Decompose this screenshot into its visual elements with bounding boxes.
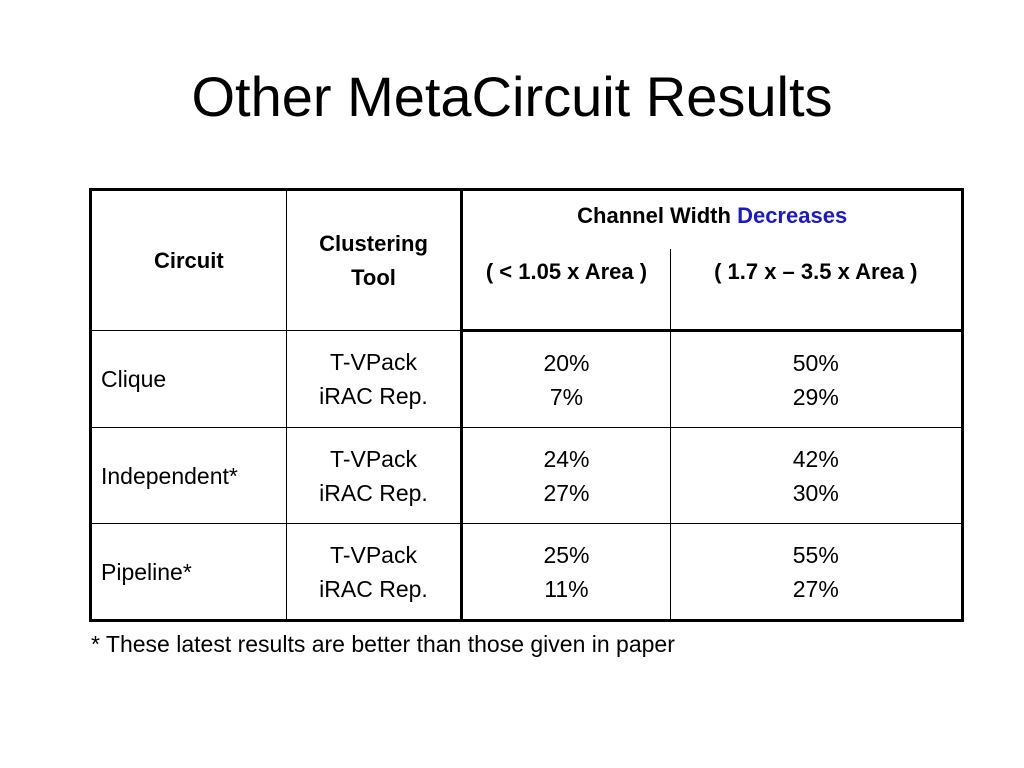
low-area-value: 25%: [543, 541, 590, 568]
low-area-value: 11%: [544, 575, 589, 602]
slide-title: Other MetaCircuit Results: [191, 65, 833, 128]
high-area-values: [670, 524, 962, 621]
table-row: [91, 428, 963, 524]
high-area-value: 27%: [792, 575, 839, 602]
high-area-value: 50%: [792, 349, 839, 376]
header-clustering-tool: [286, 190, 462, 331]
tool-name: iRAC Rep.: [319, 383, 428, 409]
high-area-value: 55%: [792, 541, 839, 568]
low-area-value: 27%: [543, 479, 590, 506]
header-channel-width-emphasis: Decreases: [737, 203, 848, 228]
header-channel-width-label: Channel Width: [577, 203, 731, 228]
table-row: [91, 331, 963, 428]
low-area-value: 24%: [543, 445, 590, 472]
header-circuit: Circuit: [91, 190, 287, 331]
high-area-value: 30%: [792, 479, 839, 506]
header-channel-width: [462, 190, 963, 250]
tool-name: iRAC Rep.: [319, 575, 428, 602]
low-area-values: [462, 331, 670, 428]
low-area-values: [462, 524, 670, 621]
header-low-area-label: ( < 1.05 x Area ): [485, 259, 648, 284]
clustering-tools: [286, 428, 462, 524]
tool-name: T-VPack: [330, 445, 417, 472]
high-area-value: 42%: [792, 445, 839, 472]
tool-name: T-VPack: [330, 349, 417, 375]
table-row: [91, 524, 963, 621]
header-low-area: [462, 249, 670, 331]
low-area-value: 7%: [549, 383, 584, 410]
high-area-values: [670, 331, 962, 428]
low-area-values: [462, 428, 670, 524]
header-row: [91, 190, 963, 250]
results-table: [89, 188, 964, 622]
circuit-name: Pipeline*: [91, 524, 287, 621]
clustering-tools: [286, 331, 462, 428]
low-area-value: 20%: [543, 349, 590, 376]
tool-name: T-VPack: [330, 541, 417, 568]
clustering-tools: [286, 524, 462, 621]
header-high-area: ( 1.7 x – 3.5 x Area ): [670, 249, 962, 331]
high-area-values: [670, 428, 962, 524]
circuit-name: Clique: [91, 331, 287, 428]
circuit-name: Independent*: [91, 428, 287, 524]
header-clustering-tool-label: Clustering Tool: [319, 230, 428, 290]
footnote: * These latest results are better than those given in paper: [91, 631, 675, 657]
high-area-value: 29%: [792, 383, 839, 410]
tool-name: iRAC Rep.: [319, 479, 428, 506]
